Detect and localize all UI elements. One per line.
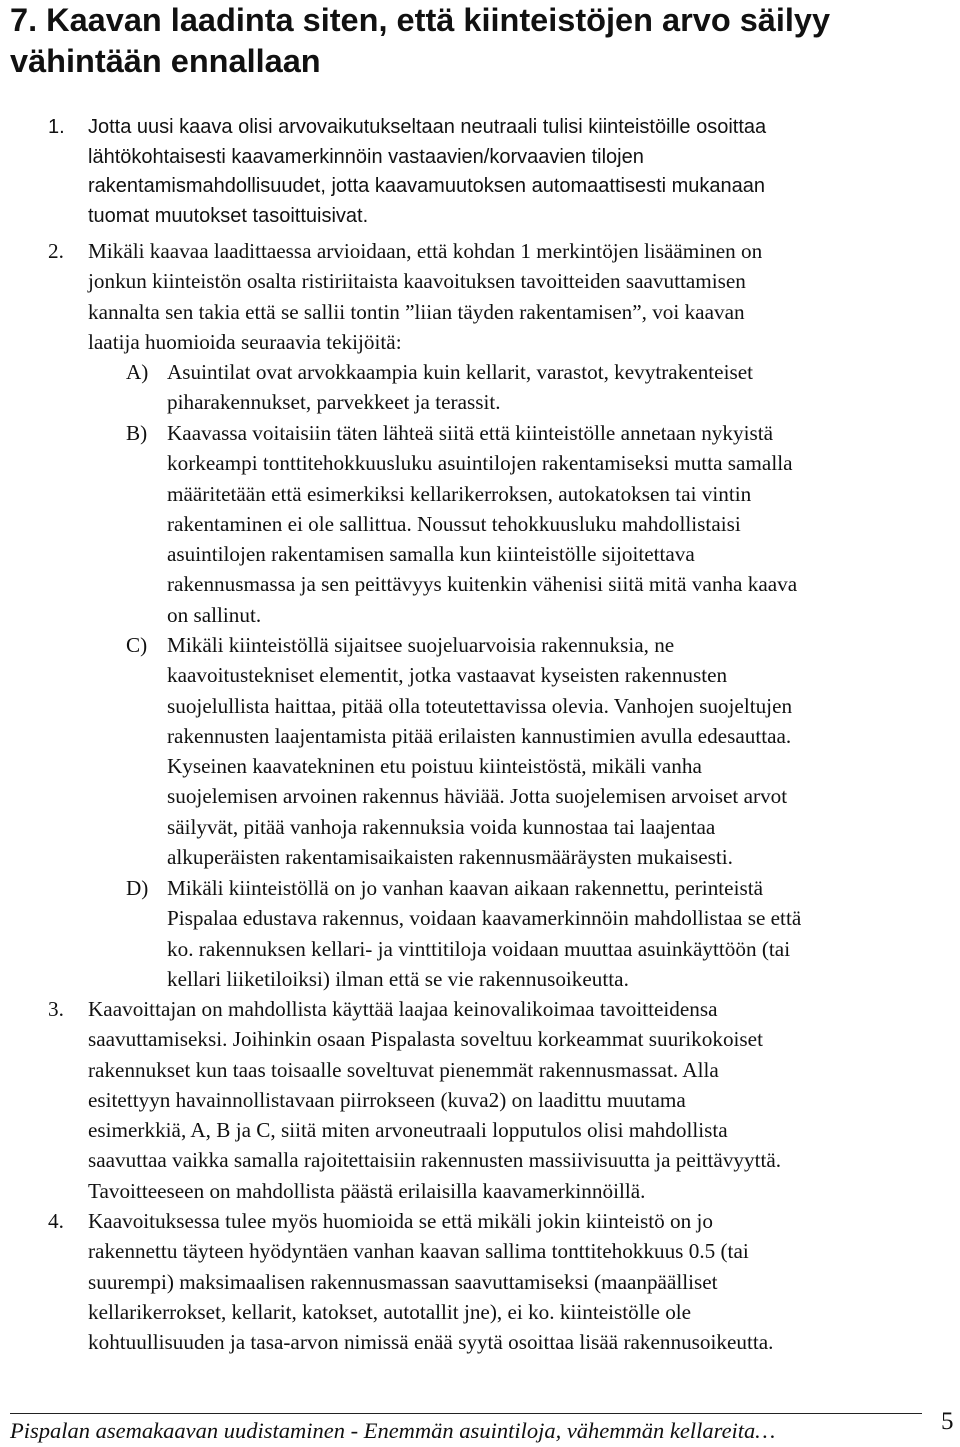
section-heading-line: 7. Kaavan laadinta siten, että kiinteistöjen arvo säilyy <box>10 2 831 38</box>
footer-divider <box>10 1413 922 1414</box>
text-line: määritetään että esimerkiksi kellarikerroksen, autokatoksen tai vintin <box>167 481 752 506</box>
text-line: säilyvät, pitää vanhoja rakennuksia voida kunnostaa tai laajentaa <box>167 814 716 839</box>
text-line: esitettyyn havainnollistavaan piirrokseen (kuva2) on laadittu muutama <box>88 1087 686 1112</box>
sub-item-text <box>167 418 797 630</box>
text-line: tuomat muutokset tasoittuisivat. <box>88 205 369 228</box>
text-line: jonkun kiinteistön osalta ristiriitaista kaavoituksen tavoitteiden saavuttamisen <box>88 269 746 294</box>
sub-item-label: A) <box>126 360 149 384</box>
text-line: rakentamismahdollisuudet, jotta kaavamuutoksen automaattisesti mukanaan <box>88 175 766 198</box>
list-number: 1. <box>48 116 65 138</box>
text-line: alkuperäisten rakentamisaikaisten rakennusmääräysten mukaisesti. <box>167 845 733 870</box>
text-line: Asuintilat ovat arvokkaampia kuin kellarit, varastot, kevytrakenteiset <box>167 360 754 384</box>
text-line: kannalta sen takia että se sallii tontin ”liian täyden rakentamisen”, voi kaavan <box>88 299 745 324</box>
text-line: Pispalaa edustava rakennus, voidaan kaavamerkinnöin mahdollistaa se että <box>167 906 802 931</box>
text-line: suurempi) maksimaalisen rakennusmassan saavuttamiseksi (maanpäälliset <box>88 1269 718 1294</box>
sub-item-label: C) <box>126 633 148 657</box>
footer-text: Pispalan asemakaavan uudistaminen - Enemmän asuintiloja, vähemmän kellareita… <box>10 1418 776 1443</box>
sub-item-label: D) <box>126 876 149 900</box>
text-line: Mikäli kiinteistöllä on jo vanhan kaavan aikaan rakennettu, perinteistä <box>167 876 764 900</box>
sub-item-label: B) <box>126 421 148 445</box>
text-line: rakennusten laajentamista pitää erilaisten kannustimien avulla edesauttaa. <box>167 723 792 748</box>
text-line: rakennettu täyteen hyödyntäen vanhan kaavan sallima tonttitehokkuus 0.5 (tai <box>88 1239 749 1264</box>
text-line: kellarikerrokset, kellarit, katokset, autotallit jne), ei ko. kiinteistölle ole <box>88 1299 692 1324</box>
list-item-text <box>88 994 781 1206</box>
sub-item-text <box>167 357 753 418</box>
sub-item-text <box>167 873 801 994</box>
text-line: kohtuullisuuden ja tasa-arvon nimissä enää syytä osoittaa lisää rakennusoikeutta. <box>88 1330 774 1355</box>
list-number: 3. <box>48 997 64 1021</box>
text-line: ko. rakennuksen kellari- ja vinttitiloja voidaan muuttaa asuinkäyttöön (tai <box>167 936 791 961</box>
text-line: esimerkkiä, A, B ja C, siitä miten arvoneutraali lopputulos olisi mahdollista <box>88 1118 728 1143</box>
list-number: 4. <box>48 1209 64 1233</box>
text-line: rakentaminen ei ole sallittua. Noussut tehokkuusluku mahdollistaisi <box>167 511 741 536</box>
sub-item-text <box>167 630 792 872</box>
text-line: saavuttamiseksi. Joihinkin osaan Pispalasta soveltuu korkeammat suurikokoiset <box>88 1027 763 1052</box>
text-line: asuintilojen rakentamisen samalla kun kiinteistölle sijoitettava <box>167 542 695 567</box>
page-number: 5 <box>941 1408 954 1435</box>
text-line: suojelemisen arvoinen rakennus häviää. Jotta suojelemisen arvoiset arvot <box>167 784 788 809</box>
text-line: Jotta uusi kaava olisi arvovaikutukseltaan neutraali tulisi kiinteistöille osoittaa <box>88 116 767 138</box>
list-item-text <box>88 113 766 232</box>
text-line: Kyseinen kaavatekninen etu poistuu kiinteistöstä, mikäli vanha <box>167 754 702 779</box>
text-line: rakennusmassa ja sen peittävyys kuitenkin vähenisi siitä mitä vanha kaava <box>167 572 798 597</box>
list-number: 2. <box>48 239 64 263</box>
text-line: piharakennukset, parvekkeet ja terassit. <box>167 390 501 415</box>
list-item-text <box>88 1206 773 1357</box>
text-line: Kaavoituksessa tulee myös huomioida se että mikäli jokin kiinteistö on jo <box>88 1209 713 1233</box>
text-line: kellari liiketiloiksi) ilman että se vie rakennusoikeutta. <box>167 966 629 991</box>
text-line: lähtökohtaisesti kaavamerkinnöin vastaavien/korvaavien tilojen <box>88 145 644 168</box>
text-line: Mikäli kiinteistöllä sijaitsee suojeluarvoisia rakennuksia, ne <box>167 633 675 657</box>
text-line: Kaavoittajan on mahdollista käyttää laajaa keinovalikoimaa tavoitteidensa <box>88 997 718 1021</box>
section-heading <box>10 0 950 82</box>
text-line: saavuttaa vaikka samalla rajoitettaisiin rakennusten massiivisuutta ja peittävyyttä. <box>88 1148 782 1173</box>
text-line: korkeampi tonttitehokkuusluku asuintilojen rakentamiseksi mutta samalla <box>167 451 793 476</box>
text-line: Mikäli kaavaa laadittaessa arvioidaan, että kohdan 1 merkintöjen lisääminen on <box>88 239 763 263</box>
text-line: Kaavassa voitaisiin täten lähteä siitä että kiinteistölle annetaan nykyistä <box>167 421 774 445</box>
text-line: kaavoitustekniset elementit, jotka vastaavat kyseisten rakennusten <box>167 663 728 688</box>
text-line: suojelullista haittaa, pitää olla toteutettavissa olevia. Vanhojen suojeltujen <box>167 693 793 718</box>
text-line: rakennukset kun taas toisaalle soveltuvat pienemmät rakennusmassat. Alla <box>88 1057 719 1082</box>
section-heading-line: vähintään ennallaan <box>10 43 321 79</box>
text-line: laatija huomioida seuraavia tekijöitä: <box>88 329 402 354</box>
text-line: on sallinut. <box>167 602 262 627</box>
text-line: Tavoitteeseen on mahdollista päästä erilaisilla kaavamerkinnöillä. <box>88 1178 646 1203</box>
list-item-text <box>88 236 762 357</box>
